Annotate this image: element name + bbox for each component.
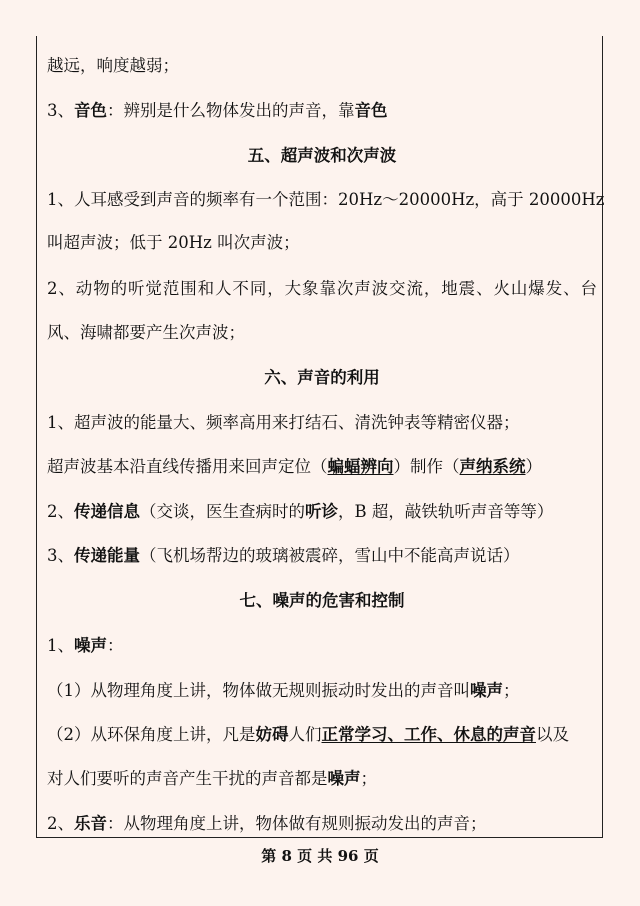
line-text: （1）从物理角度上讲，物体做无规则振动时发出的声音叫	[47, 681, 470, 700]
bold-term: 乐音	[74, 814, 107, 833]
section-heading: 六、声音的利用	[264, 368, 380, 387]
text-line: 1、人耳感受到声音的频率有一个范围：20Hz～20000Hz，高于 20000Hz	[47, 190, 605, 209]
line-text: 2、	[47, 814, 74, 833]
line-text: （飞机场帮边的玻璃被震碎，雪山中不能高声说话）	[140, 546, 520, 565]
bold-term: 传递能量	[74, 546, 140, 565]
bold-term: 妨碍	[255, 725, 289, 744]
bold-term: 音色	[74, 101, 107, 120]
text-line	[47, 456, 542, 478]
line-text: ）制作（	[393, 457, 460, 476]
line-text: 对人们要听的声音产生干扰的声音都是	[47, 769, 328, 788]
line-text: ；	[503, 681, 520, 700]
page-number-footer: 第 8 页 共 96 页	[261, 847, 379, 865]
text-line	[47, 635, 124, 657]
underlined-term: 声纳系统	[459, 457, 526, 476]
bold-term: 听诊	[305, 502, 338, 521]
underlined-term: 正常学习、工作、休息的声音	[321, 725, 536, 744]
text-line: 叫超声波；低于 20Hz 叫次声波；	[47, 233, 300, 252]
bold-term: 音色	[354, 101, 388, 120]
text-line	[47, 680, 520, 702]
line-text: 2、	[47, 502, 74, 521]
text-line	[47, 768, 377, 790]
line-text: ：从物理角度上讲，物体做有规则振动发出的声音；	[107, 814, 487, 833]
line-text: （2）从环保角度上讲，凡是	[47, 725, 256, 744]
text-line	[47, 545, 520, 567]
line-text: ）	[525, 457, 542, 476]
line-text: ：辨别是什么物体发出的声音，靠	[107, 101, 355, 120]
bold-term: 噪声	[74, 636, 107, 655]
bold-term: 噪声	[470, 681, 503, 700]
line-text: 以及	[536, 725, 569, 744]
text-line	[47, 55, 179, 77]
bold-term: 传递信息	[74, 502, 140, 521]
text-line	[47, 100, 388, 122]
text-line: 2、动物的听觉范围和人不同，大象靠次声波交流，地震、火山爆发、台	[47, 279, 597, 298]
line-text: 3、	[47, 546, 74, 565]
section-heading: 七、噪声的危害和控制	[239, 591, 405, 610]
underlined-term: 蝙蝠辨向	[327, 457, 394, 476]
line-text: 3、	[47, 101, 74, 120]
line-text: 1、	[47, 636, 74, 655]
line-text: 超声波基本沿直线传播用来回声定位（	[47, 457, 328, 476]
section-heading: 五、超声波和次声波	[247, 146, 397, 165]
text-line	[47, 724, 569, 746]
line-text: ，B 超，敲铁轨听声音等等）	[338, 502, 554, 521]
bold-term: 噪声	[327, 769, 361, 788]
text-line: 1、超声波的能量大、频率高用来打结石、清洗钟表等精密仪器；	[47, 413, 520, 432]
line-text: ；	[360, 769, 377, 788]
text-line	[47, 813, 487, 835]
line-text: （交谈，医生查病时的	[140, 502, 305, 521]
line-text: 越远，响度越弱；	[47, 56, 179, 75]
line-text: 人们	[288, 725, 322, 744]
line-text: ：	[107, 636, 124, 655]
text-line: 风、海啸都要产生次声波；	[47, 323, 245, 342]
text-line	[47, 501, 553, 523]
